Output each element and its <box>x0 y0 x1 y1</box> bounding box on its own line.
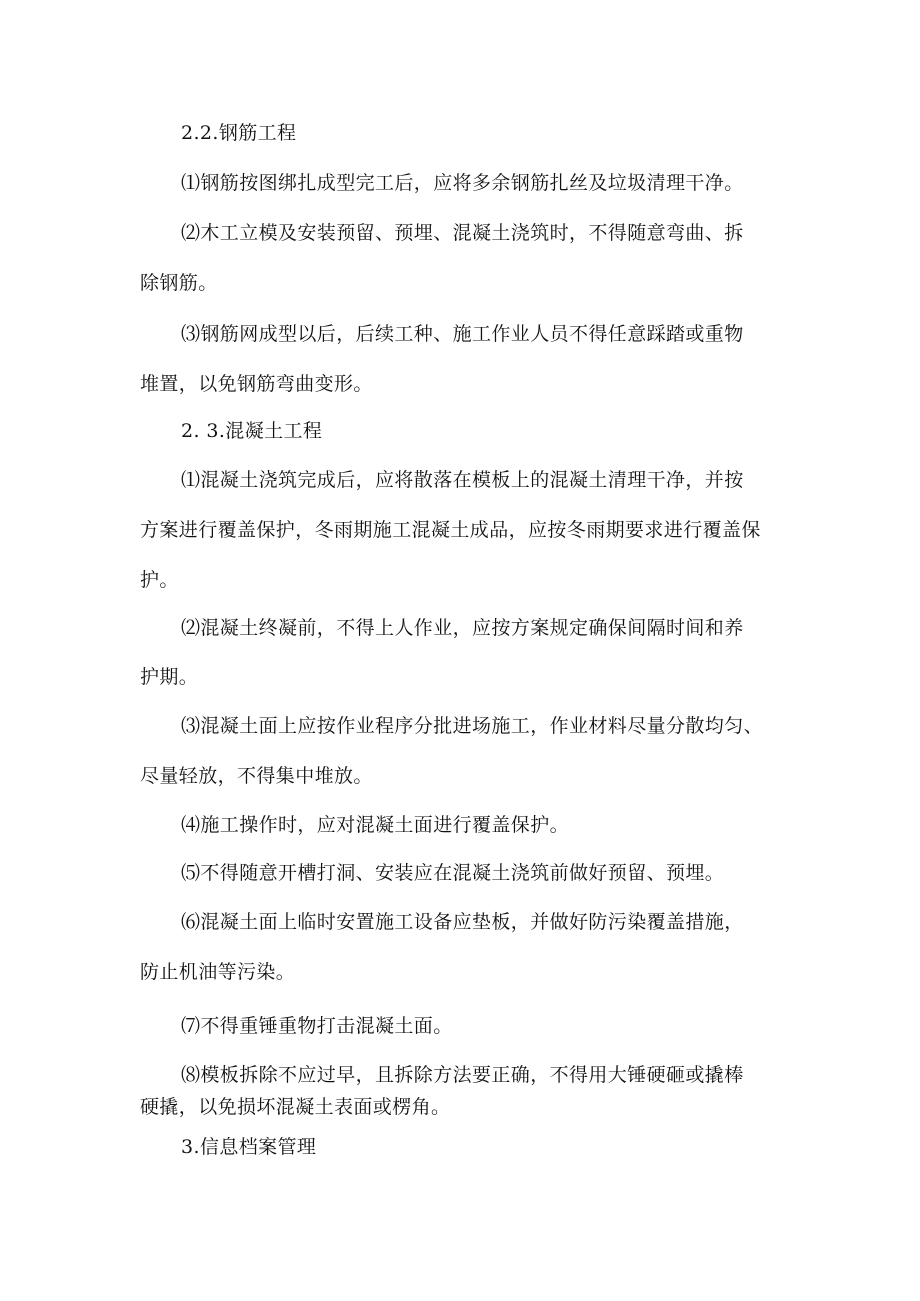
section-heading-rebar: 2.2.钢筋工程 <box>181 122 297 144</box>
concrete-item-7: ⑺不得重锤重物打击混凝土面。 <box>181 1015 453 1037</box>
concrete-item-2-line-1: ⑵混凝土终凝前，不得上人作业，应按方案规定确保间隔时间和养 <box>181 617 744 639</box>
concrete-item-1-line-3: 护。 <box>140 569 179 591</box>
section-heading-concrete: 2. 3.混凝土工程 <box>181 420 323 442</box>
rebar-item-2-line-1: ⑵木工立模及安装预留、预埋、混凝土浇筑时，不得随意弯曲、拆 <box>181 222 744 244</box>
rebar-item-2-line-2: 除钢筋。 <box>140 272 218 294</box>
rebar-item-1: ⑴钢筋按图绑扎成型完工后，应将多余钢筋扎丝及垃圾清理干净。 <box>181 172 744 194</box>
rebar-item-3-line-2: 堆置，以免钢筋弯曲变形。 <box>140 373 373 395</box>
concrete-item-1-line-1: ⑴混凝土浇筑完成后，应将散落在模板上的混凝土清理干净，并按 <box>181 469 744 491</box>
concrete-item-5: ⑸不得随意开槽打洞、安装应在混凝土浇筑前做好预留、预埋。 <box>181 862 725 884</box>
section-heading-archive: 3.信息档案管理 <box>181 1136 317 1158</box>
concrete-item-4: ⑷施工操作时，应对混凝土面进行覆盖保护。 <box>181 814 570 836</box>
concrete-item-6-line-2: 防止机油等污染。 <box>140 961 296 983</box>
concrete-item-1-line-2: 方案进行覆盖保护，冬雨期施工混凝土成品，应按冬雨期要求进行覆盖保 <box>140 519 761 541</box>
concrete-item-8-line-2: 硬撬，以免损坏混凝土表面或楞角。 <box>140 1096 451 1118</box>
concrete-item-3-line-2: 尽量轻放，不得集中堆放。 <box>140 765 373 787</box>
concrete-item-2-line-2: 护期。 <box>140 666 199 688</box>
rebar-item-3-line-1: ⑶钢筋网成型以后，后续工种、施工作业人员不得任意踩踏或重物 <box>181 323 744 345</box>
concrete-item-3-line-1: ⑶混凝土面上应按作业程序分批进场施工，作业材料尽量分散均匀、 <box>181 715 764 737</box>
concrete-item-6-line-1: ⑹混凝土面上临时安置施工设备应垫板，并做好防污染覆盖措施， <box>181 911 744 933</box>
concrete-item-8-line-1: ⑻模板拆除不应过早，且拆除方法要正确，不得用大锤硬砸或撬棒 <box>181 1064 744 1086</box>
